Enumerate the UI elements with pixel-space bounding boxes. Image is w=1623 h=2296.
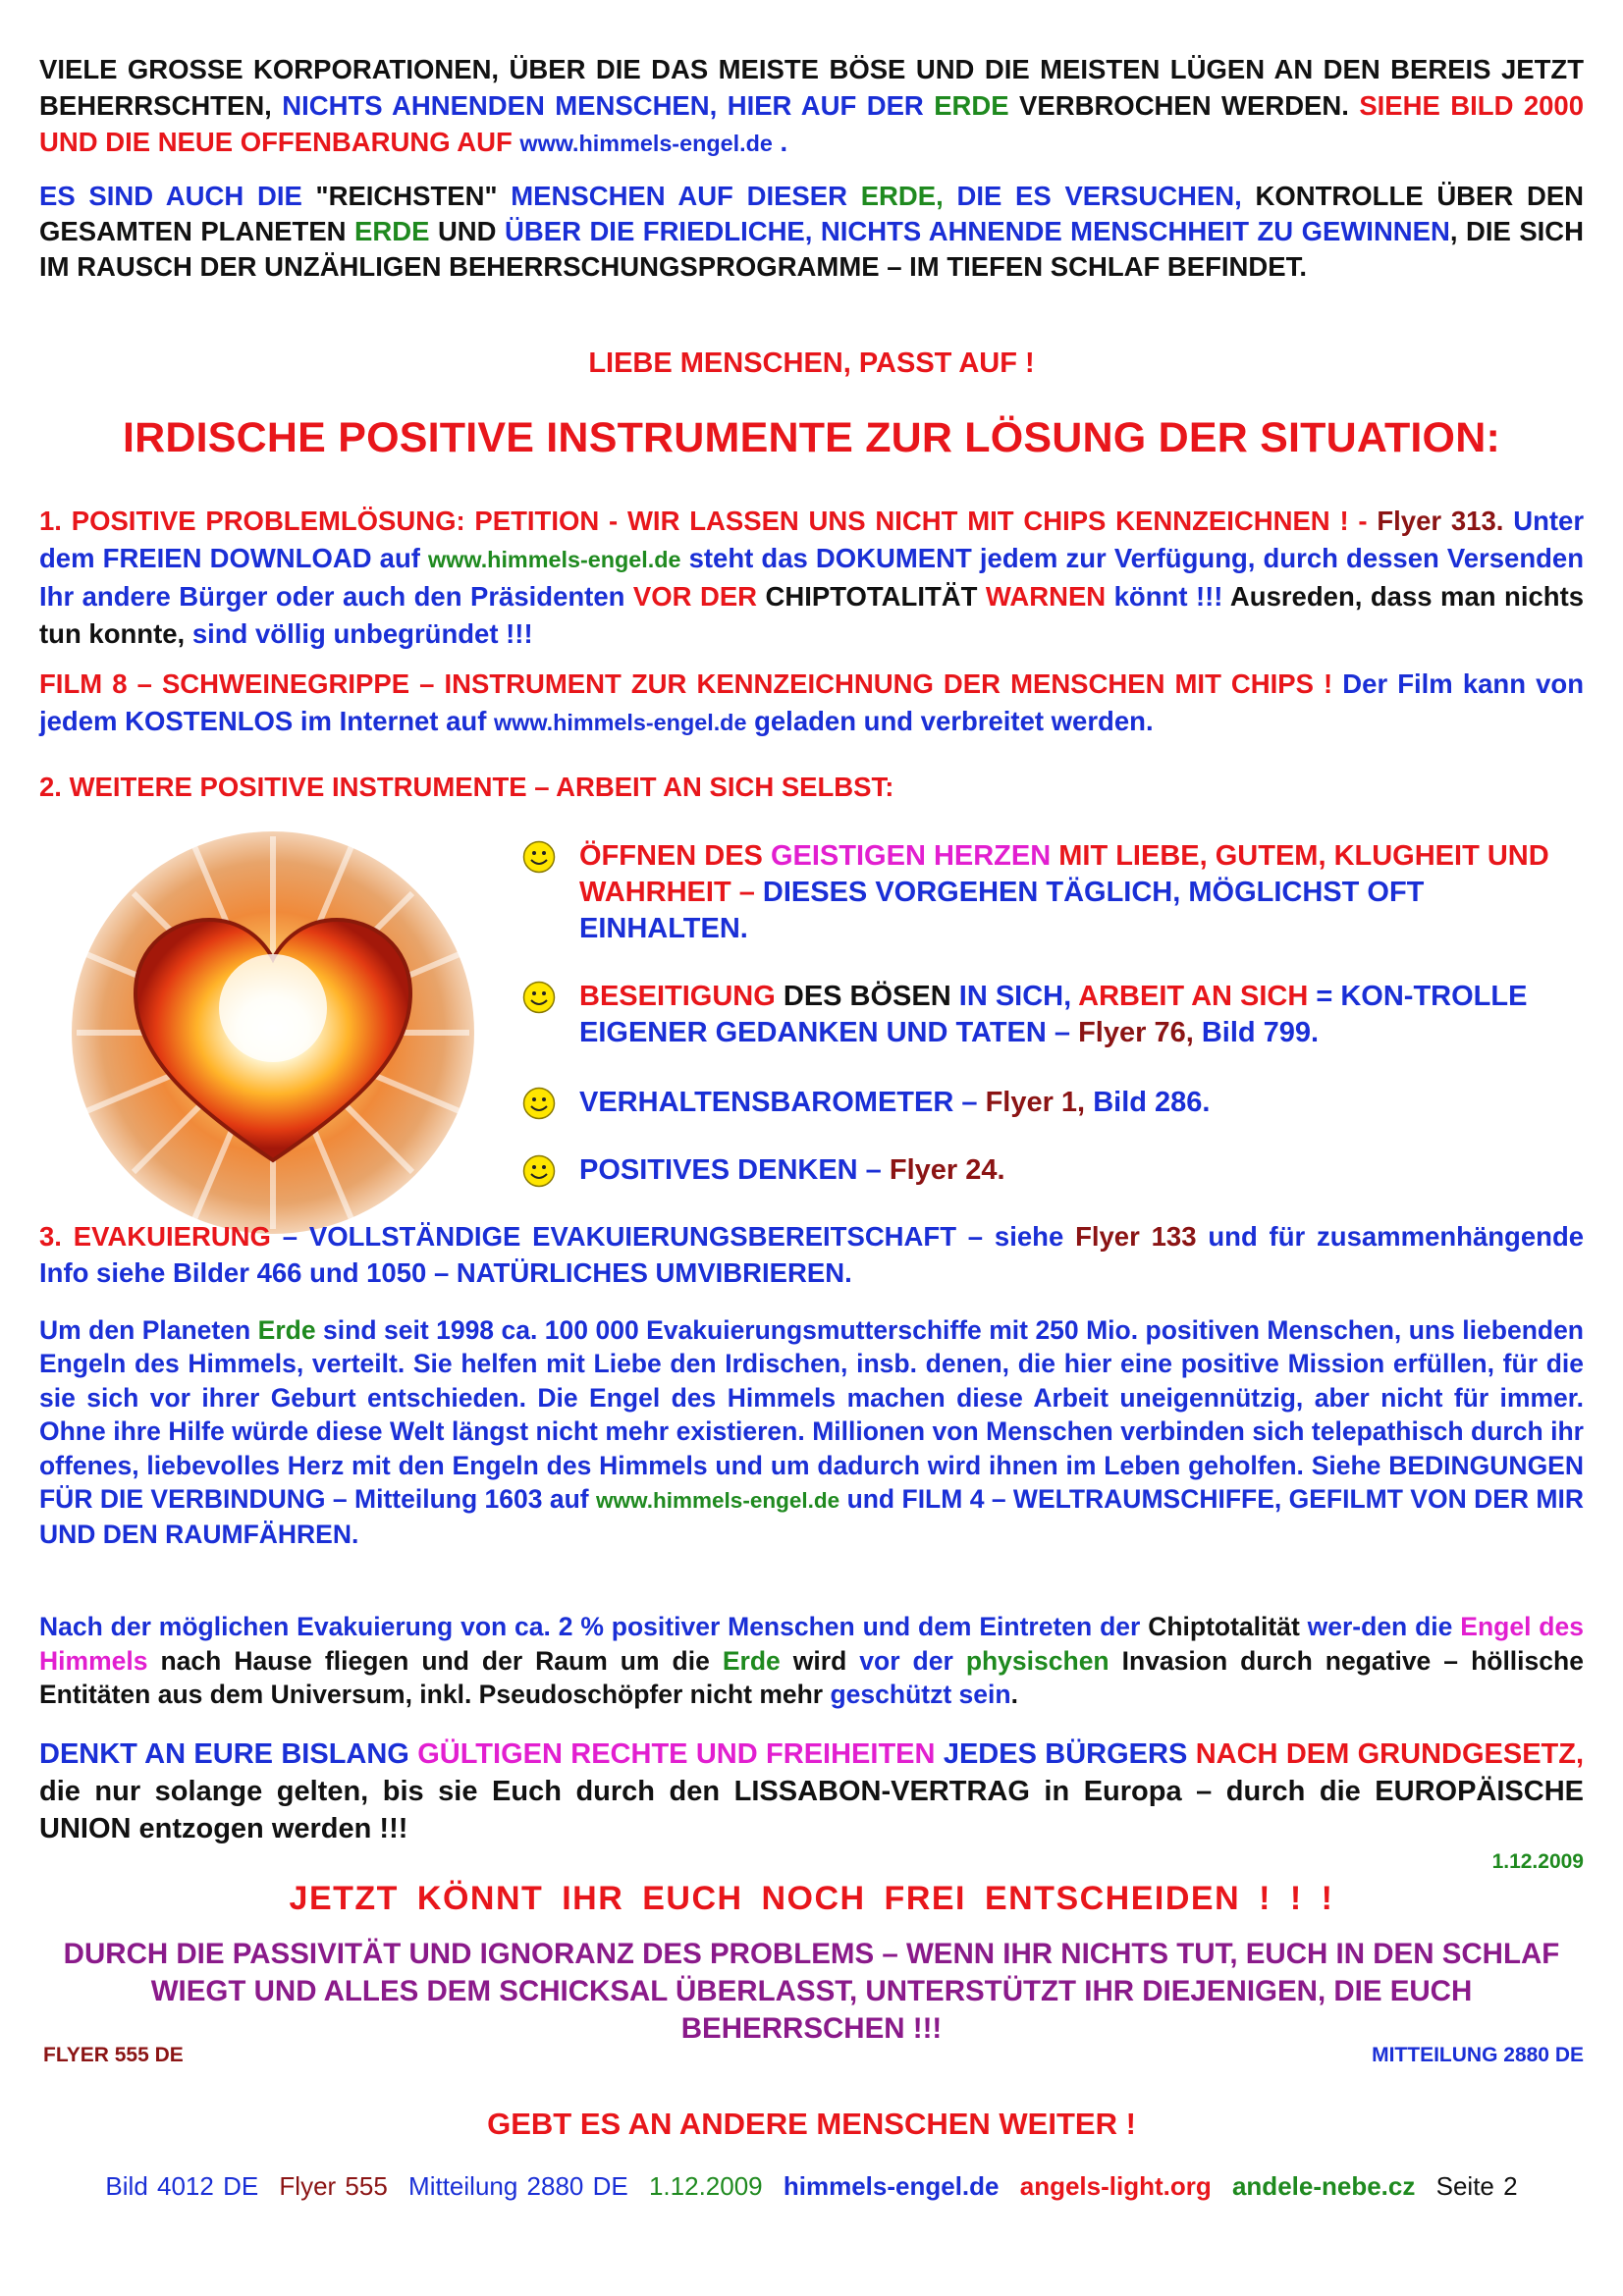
text: Um den Planeten xyxy=(39,1315,251,1345)
text: und für zusammenhängende Info siehe Bilder 466 und 1050 – NATÜRLICHES UMVIBRIEREN. xyxy=(39,1221,1585,1288)
text: geladen und verbreitet werden. xyxy=(754,706,1154,736)
text: UND xyxy=(437,216,497,246)
text: könnt !!! xyxy=(1113,581,1223,612)
text: nach Hause fliegen und der Raum um die xyxy=(160,1645,710,1676)
text: CHIPTOTALITÄT xyxy=(765,581,978,612)
evakuierung-paragraph xyxy=(39,1313,1584,1552)
text: HIER AUF DER xyxy=(727,90,924,121)
text: Der Film kann von jedem KOSTENLOS im Internet auf xyxy=(39,668,1584,736)
footer-flyer: Flyer 555 xyxy=(279,2171,388,2201)
text: WARNEN xyxy=(985,581,1107,612)
grundgesetz-paragraph xyxy=(39,1735,1584,1847)
website-link[interactable]: www.himmels-engel.de xyxy=(494,710,747,735)
section-1-petition xyxy=(39,503,1584,653)
website-link[interactable]: www.himmels-engel.de xyxy=(596,1488,840,1514)
share-heading: GEBT ES AN ANDERE MENSCHEN WEITER ! xyxy=(487,2107,1136,2141)
smiley-icon xyxy=(522,1087,556,1120)
text: ES SIND AUCH DIE xyxy=(39,181,302,211)
text: sind völlig unbegründet !!! xyxy=(191,618,533,649)
text: FILM 8 – SCHWEINEGRIPPE – INSTRUMENT ZUR KENNZEICHNUNG DER MENSCHEN MIT CHIPS ! xyxy=(39,668,1333,699)
text: ARBEIT AN SICH xyxy=(1078,981,1309,1012)
text: und FILM 4 – WELTRAUMSCHIFFE, GEFILMT VON DER MIR UND DEN RAUMFÄHREN. xyxy=(39,1484,1584,1550)
text: SIEHE BILD 2000 UND DIE NEUE OFFENBARUNG AUF xyxy=(39,90,1585,157)
text: Bild 799. xyxy=(1201,1017,1320,1048)
text: IN SICH, xyxy=(958,981,1072,1012)
text: Unter dem FREIEN DOWNLOAD auf xyxy=(39,506,1585,573)
text: sind seit 1998 ca. 100 000 Evakuierungsmutterschiffe mit 250 Mio. positiven Menschen, uns liebenden Engeln des Himmels, verteilt. Sie helfen mit Liebe den Irdischen, insb. denen, die hier eine positive Mission erfüllen, für die sie sich vor ihrer Geburt entschieden. Die Engel des Himmels machen diese Arbeit uneigennützig, aber nicht für immer. Ohne ihre Hilfe würde diese Welt längst nicht mehr existieren. Millionen von Menschen verbinden sich telepathisch durch ihr offenes, liebevolles Herz mit den Engeln des Himmels und um dadurch wird ihnen im Leben geholfen. Siehe BEDINGUNGEN FÜR DIE VERBINDUNG – Mitteilung 1603 auf xyxy=(39,1315,1584,1515)
text: Erde xyxy=(722,1645,781,1676)
page-footer xyxy=(0,2171,1623,2202)
text: vor der xyxy=(859,1645,953,1676)
call-to-action-heading: JETZT KÖNNT IHR EUCH NOCH FREI ENTSCHEIDEN ! ! ! xyxy=(289,1880,1334,1917)
text: . xyxy=(780,127,788,157)
text: Nach der möglichen Evakuierung von ca. 2 % positiver Menschen und dem Eintreten der xyxy=(39,1612,1141,1641)
text: NACH DEM GRUNDGESETZ, xyxy=(1195,1738,1585,1770)
document-date: 1.12.2009 xyxy=(1491,1850,1584,1873)
smiley-icon xyxy=(522,1154,556,1188)
text: – VOLLSTÄNDIGE EVAKUIERUNGSBEREITSCHAFT – siehe xyxy=(282,1221,1064,1252)
text: Ausreden, dass man nichts tun konnte, xyxy=(39,581,1585,649)
footer-date: 1.12.2009 xyxy=(648,2171,763,2201)
text: physischen xyxy=(965,1645,1109,1676)
text: JEDES BÜRGERS xyxy=(943,1738,1188,1770)
text: Flyer 24. xyxy=(889,1154,1005,1186)
page-number: Seite 2 xyxy=(1435,2171,1518,2201)
text: Bild 286. xyxy=(1093,1087,1211,1118)
intro-paragraph-2 xyxy=(39,179,1584,285)
text: Flyer 313. xyxy=(1377,506,1504,536)
text: 3. EVAKUIERUNG xyxy=(39,1221,271,1252)
text: die nur solange gelten, bis sie Euch durch den LISSABON-VERTRAG in Europa – durch die EUROPÄISCHE UNION entzogen werden !!! xyxy=(39,1776,1584,1844)
text: 1. POSITIVE PROBLEMLÖSUNG: PETITION - WIR LASSEN UNS NICHT MIT CHIPS KENNZEICHNEN ! - xyxy=(39,506,1368,536)
text: Invasion durch negative – höllische Entitäten aus dem Universum, inkl. Pseudoschöpfer nicht mehr xyxy=(39,1645,1584,1710)
section-3-evakuierung xyxy=(39,1218,1584,1291)
text: wird xyxy=(792,1645,847,1676)
main-heading: IRDISCHE POSITIVE INSTRUMENTE ZUR LÖSUNG DER SITUATION: xyxy=(123,414,1500,461)
intro-paragraph-1 xyxy=(39,51,1584,162)
text: ÜBER DIE FRIEDLICHE, NICHTS AHNENDE MENSCHHEIT ZU GEWINNEN xyxy=(505,216,1450,246)
text: Flyer 76, xyxy=(1078,1017,1194,1048)
text: MENSCHEN AUF DIESER xyxy=(511,181,847,211)
section-film-8 xyxy=(39,666,1584,741)
text: VIELE GROSSE KORPORATIONEN, ÜBER DIE DAS MEISTE BÖSE UND DIE MEISTEN LÜGEN AN DEN BEREIS JETZT BEHERRSCHTEN, xyxy=(39,54,1584,121)
list-item xyxy=(522,1152,1593,1189)
warning-heading: LIEBE MENSCHEN, PASST AUF ! xyxy=(588,347,1035,379)
text: GÜLTIGEN RECHTE UND FREIHEITEN xyxy=(417,1738,936,1770)
text: Flyer 1, xyxy=(985,1087,1086,1118)
footer-mitteilung: Mitteilung 2880 DE xyxy=(408,2171,628,2201)
passivity-warning: DURCH DIE PASSIVITÄT UND IGNORANZ DES PROBLEMS – WENN IHR NICHTS TUT, EUCH IN DEN SCHLAF WIEGT UND ALLES DEM SCHICKSAL ÜBERLASST, UNTERSTÜTZT IHR DIEJENIGEN, DIE EUCH BEHERRSCHEN !!! xyxy=(63,1938,1560,2045)
footer-bild: Bild 4012 DE xyxy=(105,2171,259,2201)
text: Engel des Himmels xyxy=(39,1612,1584,1676)
list-item xyxy=(522,1085,1593,1121)
text: Erde xyxy=(257,1315,316,1345)
text: NICHTS AHNENDEN MENSCHEN, xyxy=(282,90,718,121)
text: GEISTIGEN HERZEN xyxy=(770,840,1052,872)
text: DIE ES VERSUCHEN, xyxy=(956,181,1242,211)
text: DES BÖSEN xyxy=(783,981,951,1012)
flyer-label: FLYER 555 DE xyxy=(43,2044,184,2066)
text: ERDE xyxy=(354,216,430,246)
text: VOR DER xyxy=(632,581,758,612)
text: BESEITIGUNG xyxy=(579,981,776,1012)
text: POSITIVES DENKEN – xyxy=(579,1154,882,1186)
text: geschützt sein xyxy=(830,1680,1011,1710)
footer-link-angels-light[interactable]: angels-light.org xyxy=(1019,2171,1212,2201)
text: , DIE SICH IM RAUSCH DER UNZÄHLIGEN BEHERRSCHUNGSPROGRAMME – IM TIEFEN SCHLAF BEFINDET. xyxy=(39,216,1585,282)
text: DIESES VORGEHEN TÄGLICH, MÖGLICHST OFT EINHALTEN. xyxy=(579,877,1425,944)
text: VERBROCHEN WERDEN. xyxy=(1019,90,1349,121)
smiley-icon xyxy=(522,840,556,874)
text: steht das DOKUMENT jedem zur Verfügung, durch dessen Versenden Ihr andere Bürger oder auch den Präsidenten xyxy=(39,543,1585,612)
text: wer-den die xyxy=(1307,1612,1453,1641)
website-link[interactable]: www.himmels-engel.de xyxy=(428,547,681,572)
text: Flyer 133 xyxy=(1075,1221,1197,1252)
text: ÖFFNEN DES xyxy=(579,840,763,872)
text: ERDE, xyxy=(860,181,944,211)
mitteilung-label: MITTEILUNG 2880 DE xyxy=(1372,2044,1584,2066)
text: MIT LIEBE, GUTEM, KLUGHEIT UND WAHRHEIT – xyxy=(579,840,1549,908)
text: VERHALTENSBAROMETER – xyxy=(579,1087,978,1118)
website-link[interactable]: www.himmels-engel.de xyxy=(519,131,773,156)
footer-link-himmels-engel[interactable]: himmels-engel.de xyxy=(783,2171,1000,2201)
smiley-icon xyxy=(522,981,556,1014)
footer-link-andele-nebe[interactable]: andele-nebe.cz xyxy=(1231,2171,1416,2201)
text: "REICHSTEN" xyxy=(315,181,498,211)
text: ERDE xyxy=(934,90,1009,121)
list-item xyxy=(522,979,1593,1051)
section-2-heading: 2. WEITERE POSITIVE INSTRUMENTE – ARBEIT AN SICH SELBST: xyxy=(39,772,894,802)
chiptotalitaet-paragraph xyxy=(39,1610,1584,1712)
text: DENKT AN EURE BISLANG xyxy=(39,1738,409,1770)
text: . xyxy=(1010,1680,1018,1710)
glowing-heart-icon xyxy=(67,827,479,1239)
text: Chiptotalität xyxy=(1148,1612,1300,1641)
text: KONTROLLE ÜBER DEN GESAMTEN PLANETEN xyxy=(39,181,1585,246)
list-item xyxy=(522,838,1593,947)
instrument-list xyxy=(522,838,1593,1189)
text: = KON-TROLLE EIGENER GEDANKEN UND TATEN – xyxy=(579,981,1528,1048)
